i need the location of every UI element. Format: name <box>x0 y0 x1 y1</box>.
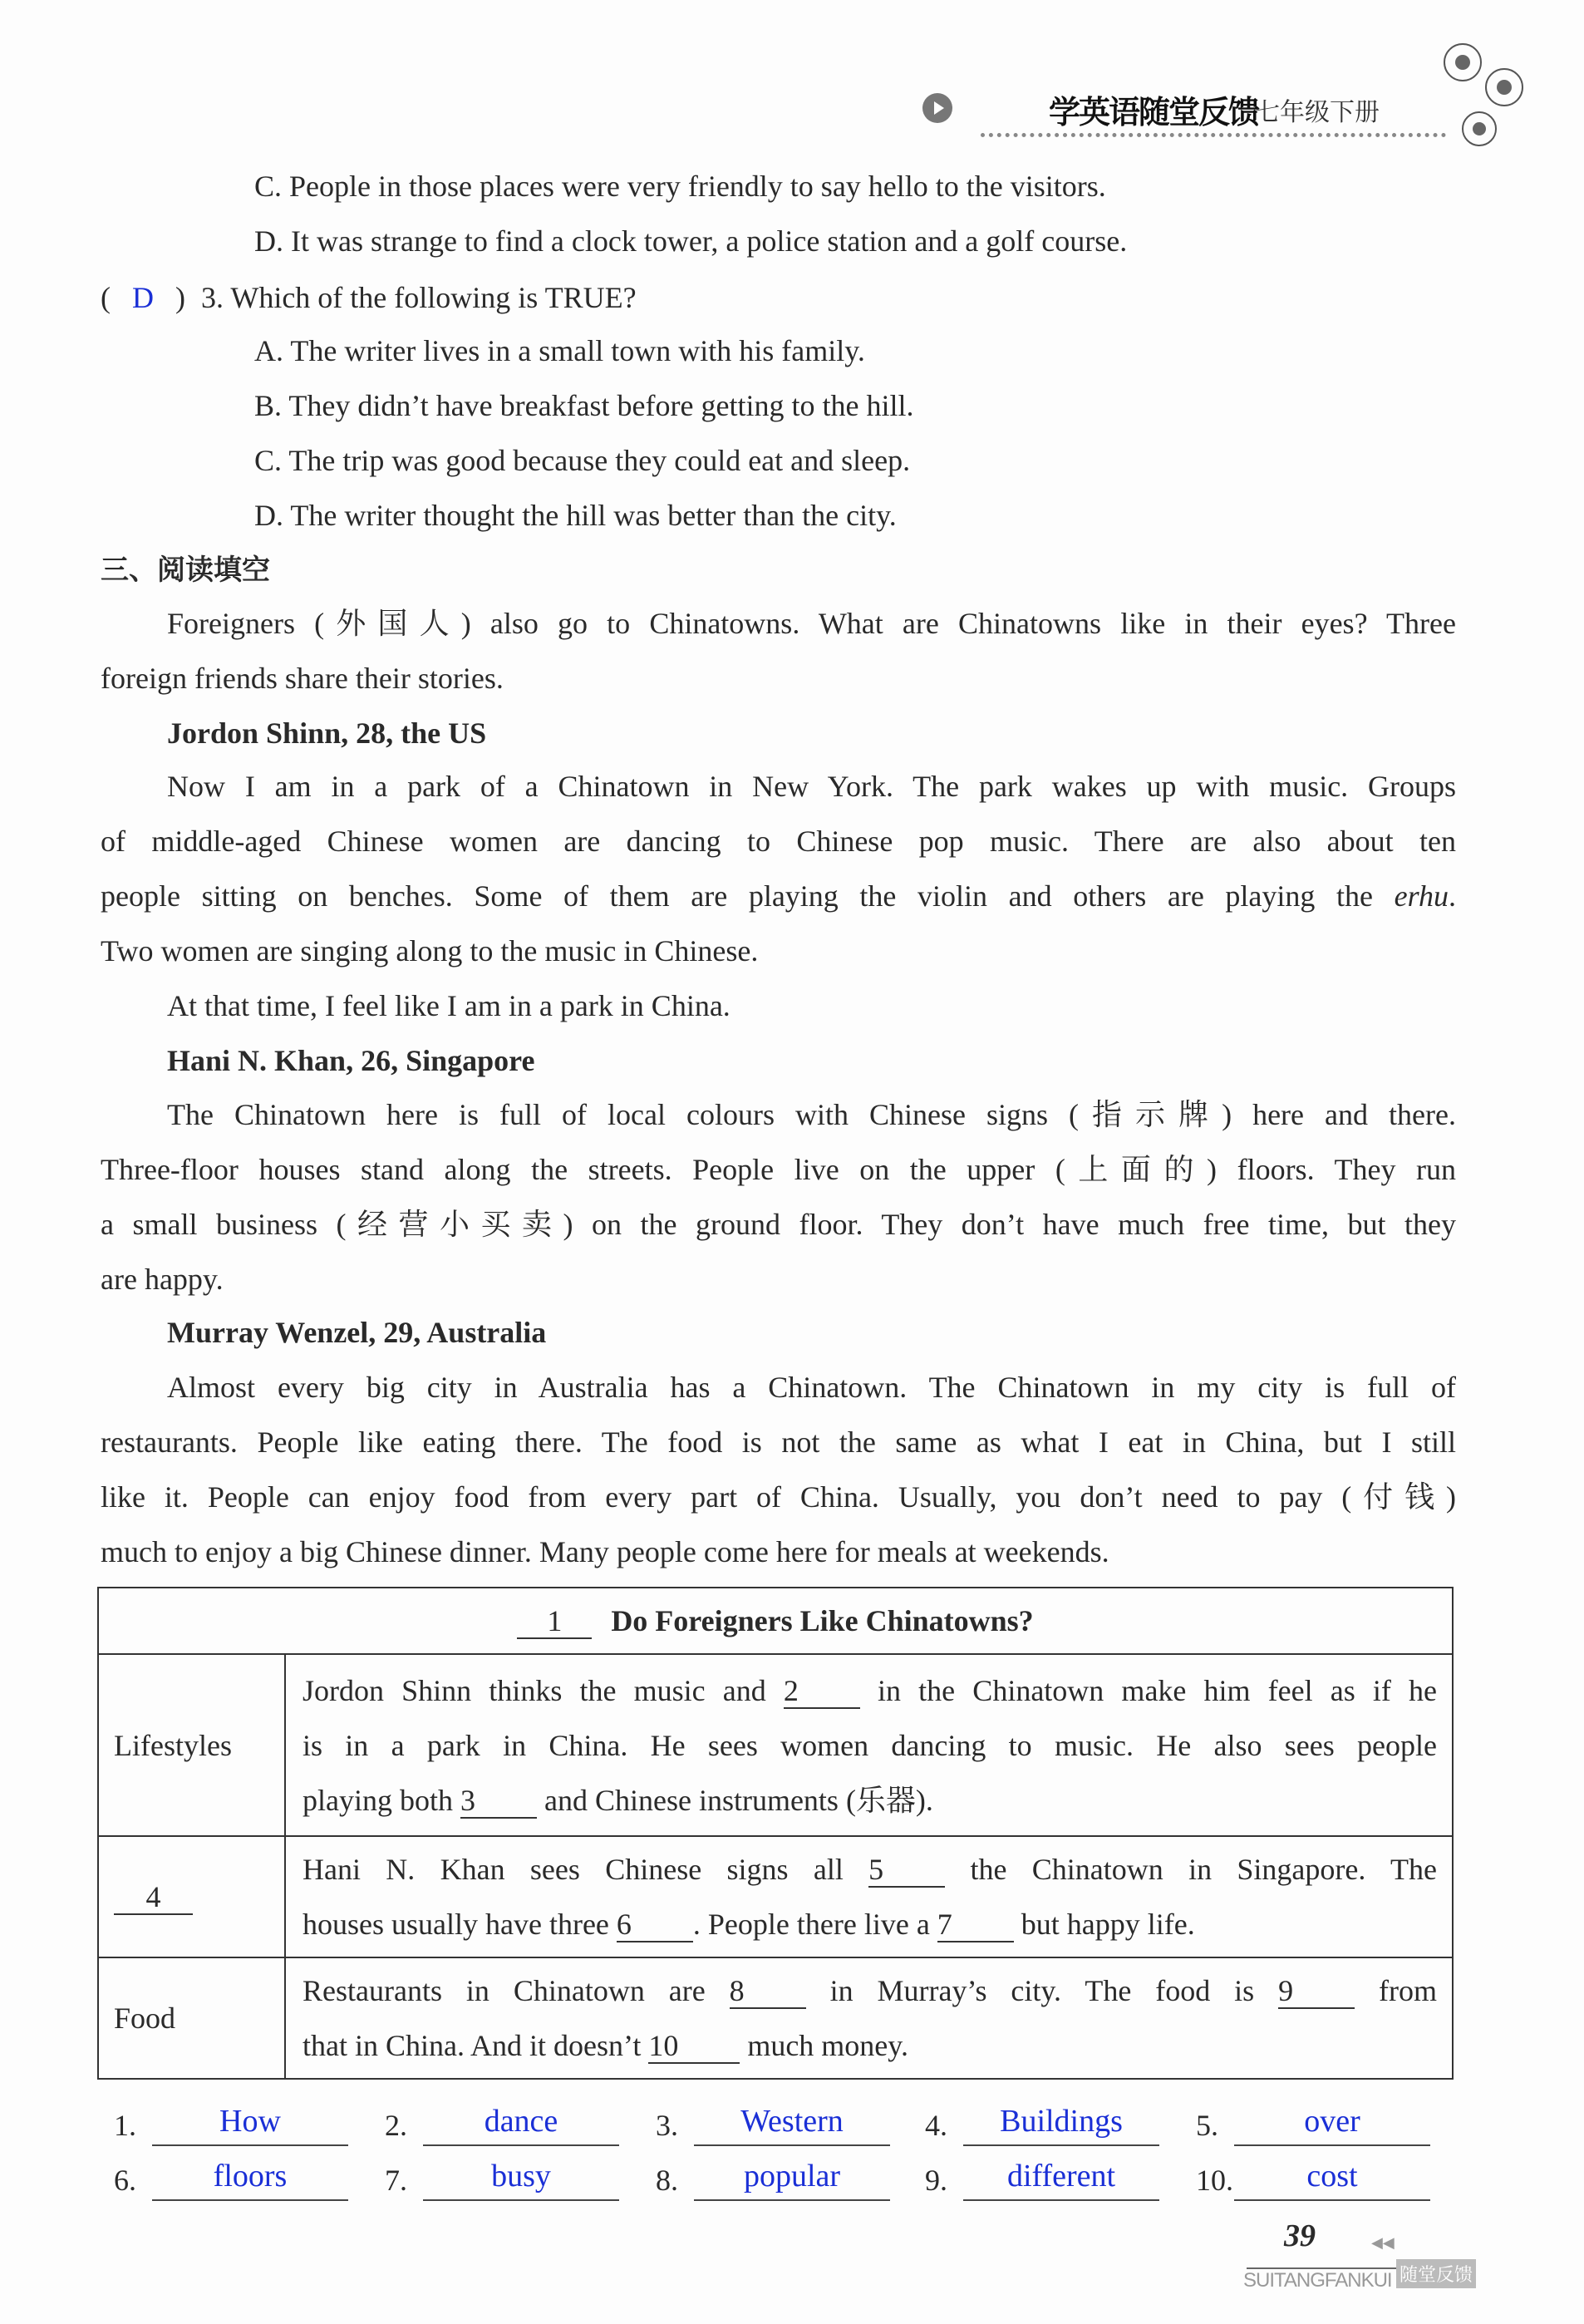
passage-line: Almost every big city in Australia has a Chinatown. The Chinatown in my city is full of <box>167 1371 1456 1404</box>
answer-text: floors <box>152 2153 348 2201</box>
footer-brand-en: SUITANGFANKUI <box>1243 2269 1392 2292</box>
row-category <box>98 1836 285 1957</box>
text: the Chinatown in Singapore. The <box>970 1853 1438 1886</box>
blank-2: 2 <box>784 1674 860 1709</box>
blank-9: 9 <box>1278 1974 1355 2009</box>
question-3 <box>101 277 637 318</box>
answer-number: 3. <box>656 2109 678 2142</box>
passage-line: Two women are singing along to the music in Chinese. <box>101 934 759 968</box>
question-3-answer: D <box>132 281 154 314</box>
text: from <box>1379 1974 1438 2007</box>
question-3-stem: 3. Which of the following is TRUE? <box>201 281 637 314</box>
option-a: A. The writer lives in a small town with his family. <box>254 334 865 367</box>
text: houses usually have three <box>303 1908 609 1941</box>
answer-number: 9. <box>925 2164 947 2197</box>
header-dotted-divider <box>981 133 1446 137</box>
erhu-term: erhu <box>1394 879 1449 913</box>
blank-10: 10 <box>648 2029 740 2064</box>
table-row <box>98 1836 1453 1957</box>
passage-line: of middle-aged Chinese women are dancing to Chinese pop music. There are also about ten <box>101 825 1456 858</box>
paren-open: ( <box>101 281 111 314</box>
row-content <box>285 1957 1453 2079</box>
passage-line: The Chinatown here is full of local colours with Chinese signs (指示牌) here and there. <box>167 1098 1456 1131</box>
text: that in China. And it doesn’t <box>303 2029 642 2062</box>
intro-line: foreign friends share their stories. <box>101 662 504 695</box>
passage-line: restaurants. People like eating there. The food is not the same as what I eat in China, but I still <box>101 1425 1456 1459</box>
option-d: D. The writer thought the hill was better than the city. <box>254 499 897 532</box>
table-row <box>98 1654 1453 1836</box>
answer-number: 4. <box>925 2109 947 2142</box>
text: Hani N. Khan sees Chinese signs all <box>303 1853 844 1886</box>
option-b: B. They didn’t have breakfast before getting to the hill. <box>254 389 914 422</box>
row-category: Lifestyles <box>98 1654 285 1836</box>
passage-line: a small business (经营小买卖) on the ground floor. They don’t have much free time, but they <box>101 1208 1456 1241</box>
text: but happy life. <box>1021 1908 1195 1941</box>
table-title-text: Do Foreigners Like Chinatowns? <box>611 1603 1034 1637</box>
passage-text: people sitting on benches. Some of them are playing the violin and others are playing the <box>101 879 1374 913</box>
answer-text: Buildings <box>963 2098 1159 2146</box>
row-content <box>285 1654 1453 1836</box>
hani-heading: Hani N. Khan, 26, Singapore <box>167 1044 535 1077</box>
blank-6: 6 <box>617 1908 693 1942</box>
sunflower-decoration-icon <box>1425 33 1542 158</box>
blank-8: 8 <box>730 1974 806 2009</box>
text: much money. <box>747 2029 908 2062</box>
answer-text: different <box>963 2153 1159 2201</box>
blank-3: 3 <box>460 1784 537 1819</box>
passage-line: At that time, I feel like I am in a park in China. <box>167 989 731 1022</box>
double-arrow-left-icon: ◀◀ <box>1371 2234 1395 2251</box>
paren-close: ) <box>175 281 185 314</box>
jordon-heading: Jordon Shinn, 28, the US <box>167 716 487 750</box>
passage-line <box>101 875 1456 917</box>
answer-number: 6. <box>114 2164 136 2197</box>
answer-number: 10. <box>1196 2164 1233 2197</box>
blank-5: 5 <box>868 1853 945 1888</box>
answer-number: 2. <box>385 2109 407 2142</box>
text: and Chinese instruments (乐器). <box>544 1783 933 1817</box>
blank-4: 4 <box>114 1880 193 1915</box>
intro-line: Foreigners (外国人) also go to Chinatowns. What are Chinatowns like in their eyes? Three <box>167 607 1456 640</box>
blank-7: 7 <box>937 1908 1014 1942</box>
blank-1: 1 <box>517 1604 592 1639</box>
text: in Murray’s city. The food is <box>829 1974 1255 2007</box>
answer-number: 8. <box>656 2164 678 2197</box>
answer-text: How <box>152 2098 348 2146</box>
passage-line: much to enjoy a big Chinese dinner. Many people come here for meals at weekends. <box>101 1535 1109 1568</box>
text: in the Chinatown make him feel as if he <box>878 1673 1438 1707</box>
table-title <box>98 1588 1453 1654</box>
play-circle-icon <box>922 93 952 123</box>
passage-line: Three-floor houses stand along the streets. People live on the upper (上面的) floors. They run <box>101 1153 1456 1186</box>
summary-table <box>97 1587 1454 2080</box>
book-title: 学英语随堂反馈 <box>1049 94 1259 130</box>
answer-number: 7. <box>385 2164 407 2197</box>
text: Jordon Shinn thinks the music and <box>303 1673 766 1707</box>
row-content <box>285 1836 1453 1957</box>
row-category: Food <box>98 1957 285 2079</box>
passage-line: Now I am in a park of a Chinatown in New York. The park wakes up with music. Groups <box>167 770 1456 803</box>
footer-brand-cn: 随堂反馈 <box>1396 2259 1476 2288</box>
murray-heading: Murray Wenzel, 29, Australia <box>167 1316 547 1349</box>
answer-number: 5. <box>1196 2109 1218 2142</box>
text: . People there live a <box>692 1908 930 1941</box>
answer-text: busy <box>423 2153 619 2201</box>
option-d: D. It was strange to find a clock tower, a police station and a golf course. <box>254 224 1128 258</box>
period: . <box>1449 879 1456 913</box>
option-c: C. People in those places were very friendly to say hello to the visitors. <box>254 170 1106 203</box>
table-row <box>98 1957 1453 2079</box>
text: Restaurants in Chinatown are <box>303 1974 706 2007</box>
answer-text: popular <box>694 2153 890 2201</box>
page-number: 39 <box>1284 2218 1316 2253</box>
answer-text: dance <box>423 2098 619 2146</box>
option-c: C. The trip was good because they could eat and sleep. <box>254 444 911 477</box>
text: playing both <box>303 1783 453 1817</box>
text: is in a park in China. He sees women dancing to music. He also sees people <box>303 1728 1437 1762</box>
passage-line: are happy. <box>101 1263 224 1296</box>
book-subtitle: 七年级下册 <box>1255 98 1380 127</box>
answer-text: cost <box>1234 2153 1430 2201</box>
answer-number: 1. <box>114 2109 136 2142</box>
answer-text: Western <box>694 2098 890 2146</box>
section-title: 三、阅读填空 <box>101 554 270 587</box>
answer-text: over <box>1234 2098 1430 2146</box>
passage-line: like it. People can enjoy food from every part of China. Usually, you don’t need to pay (付钱) <box>101 1480 1456 1514</box>
